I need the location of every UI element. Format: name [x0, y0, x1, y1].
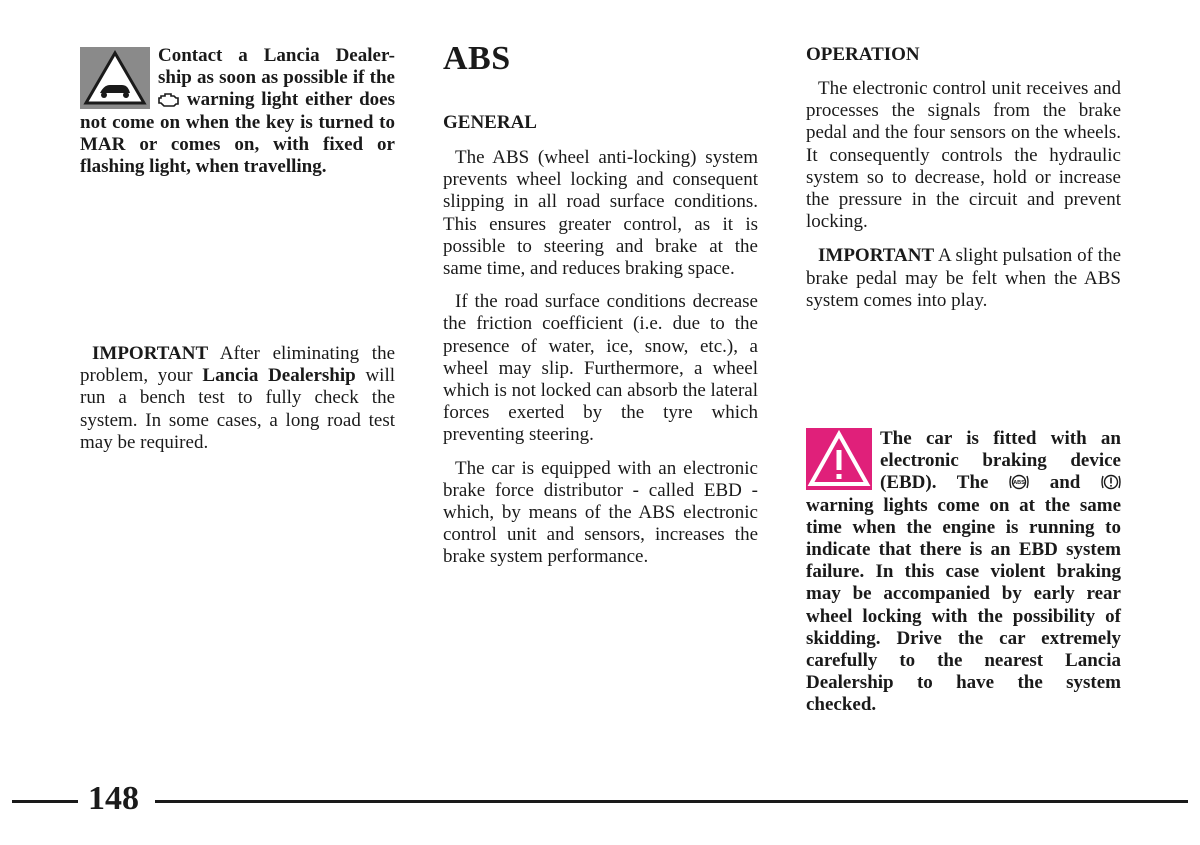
general-paragraph-1: The ABS (wheel anti-locking) system prevents wheel locking and consequent slipping in all road surface conditions. This ensures greater control, as it is possible to steering and brake at the same time, and reduces braking space. [443, 147, 758, 280]
footer-rule-left [12, 800, 78, 803]
general-section [443, 112, 758, 569]
important-label: IMPORTANT [818, 245, 935, 267]
operation-section [806, 44, 1121, 312]
important-note-dealer [80, 343, 395, 454]
ebd-warning-rest: warning lights come on at the same time when the engine is running to indicate that there is an EBD system failure. In this case violent braking may be accompanied by early rear wheel locking with the possibility of skidding. Drive the car extremely carefully to the nearest Lancia Dealership to have the system checked. [806, 494, 1121, 716]
section-heading-general: GENERAL [443, 112, 537, 133]
dealer-name: Lancia Dealership [202, 365, 356, 387]
important-label: IMPORTANT [92, 343, 209, 364]
car-warning-note [80, 45, 395, 178]
warning-rest-text: warning light either does not come on when the key is turned to MAR or comes on, with fixed or flashing light, when travelling. [80, 89, 396, 178]
ebd-warning-note [806, 428, 1121, 717]
operation-paragraph: The electronic control unit receives and processes the signals from the brake pedal and the four sensors on the wheels. It consequently controls the hydraulic system so to decrease, hold or increase the pressure in the circuit and prevent locking. [806, 78, 1121, 233]
general-paragraph-3: The car is equipped with an electronic brake force distributor - called EBD - which, by means of the ABS electronic control unit and sensors, increases the brake system performance. [443, 457, 758, 568]
page-number: 148 [88, 780, 139, 817]
important-text-rest: will run a bench test to fully check the system. In some cases, a long road test may be required. [80, 365, 396, 453]
section-heading-operation: OPERATION [806, 44, 920, 65]
important-text: After eliminating the problem, your [80, 343, 395, 387]
warning-lead-text: Contact a Lancia Dealer-ship as soon as possible if the [158, 45, 395, 89]
engine-check-icon [158, 92, 180, 108]
warning-triangle-icon [806, 428, 872, 490]
page-title: ABS [443, 40, 511, 77]
ebd-warning-lead: The car is fitted with an electronic braking device (EBD). The [880, 428, 1121, 494]
brake-warning-icon [1101, 473, 1121, 491]
abs-warning-icon [1009, 473, 1029, 491]
car-skid-warning-icon [80, 47, 150, 109]
abs-icon-label: ABS [1013, 480, 1025, 487]
footer-rule-right [155, 800, 1188, 803]
general-paragraph-2: If the road surface conditions decrease the friction coefficient (i.e. due to the presence of water, ice, snow, etc.), a wheel may slip. Furthermore, a wheel which is not locked can absorb the lateral forces exerted by the tyre which preventing steering. [443, 291, 758, 446]
important-text: A slight pulsation of the brake pedal may be felt when the ABS system comes into play. [806, 245, 1121, 311]
important-pulsation-note [806, 245, 1121, 312]
ebd-warning-and: and [1049, 472, 1081, 494]
